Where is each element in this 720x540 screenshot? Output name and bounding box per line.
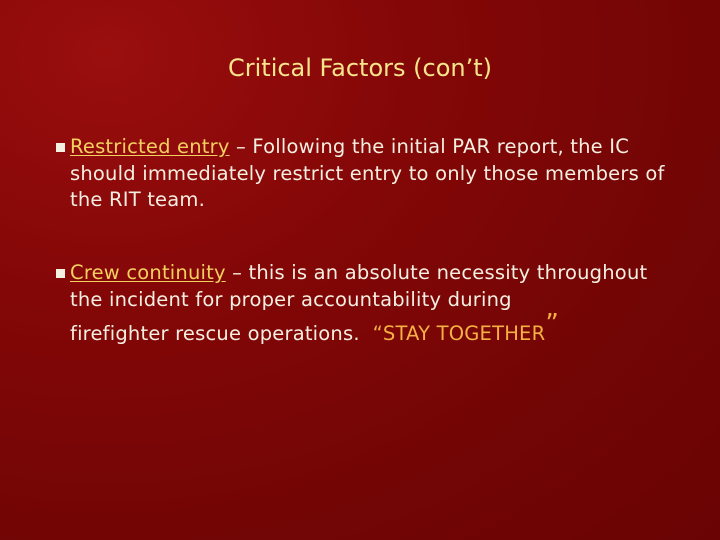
- bullet-text: [70, 134, 676, 214]
- bullet-separator: –: [225, 261, 249, 284]
- bullet-description: this is an absolute necessity throughout the incident for proper accountability during: [70, 261, 648, 311]
- bullet-text: [70, 260, 676, 348]
- bullet-separator: –: [229, 135, 253, 158]
- square-bullet-icon: [56, 143, 65, 152]
- callout-text: STAY TOGETHER: [382, 322, 546, 345]
- slide-title: Critical Factors (con’t): [227, 54, 493, 82]
- square-bullet-icon: [56, 269, 65, 278]
- callout-close-quote: ”: [545, 309, 559, 339]
- bullet-description-line3: firefighter rescue operations.: [70, 322, 360, 345]
- bullet-description-continued: [70, 309, 676, 348]
- bullet-term: Crew continuity: [70, 261, 226, 284]
- bullet-description: Following the initial PAR report, the IC should immediately restrict entry to only those members of the RIT team.: [70, 135, 665, 211]
- bullet-term: Restricted entry: [70, 135, 230, 158]
- callout-open-quote: “: [372, 322, 383, 345]
